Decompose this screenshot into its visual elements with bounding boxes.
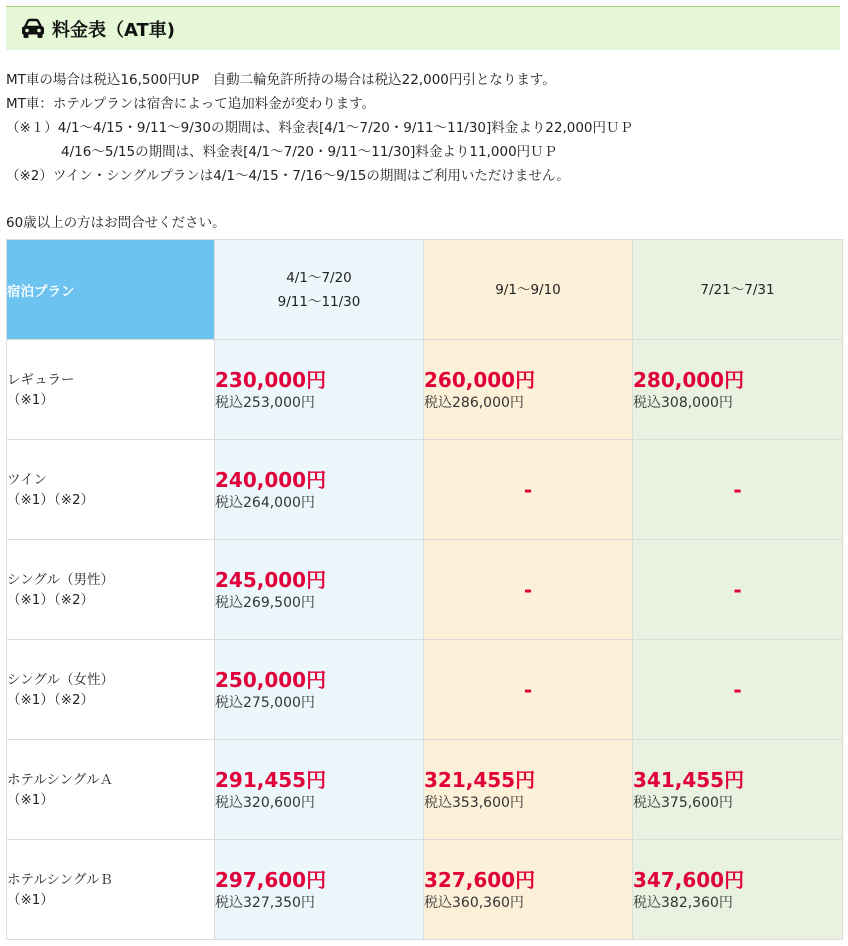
page-title: 料金表（AT車) [52, 19, 176, 41]
plan-cell [7, 840, 215, 940]
plan-name: ホテルシングルＡ [7, 771, 113, 788]
price-tax: 税込327,350円 [215, 894, 315, 911]
price-tax: 税込353,600円 [424, 794, 524, 811]
price-cell [633, 340, 843, 440]
price-value: 291,455円 [215, 767, 327, 792]
plan-note: （※1） [7, 391, 54, 408]
price-tax: 税込264,000円 [215, 494, 315, 511]
price-tax: 税込382,360円 [633, 894, 733, 911]
note-line: （※2）ツイン・シングルプランは4/1～4/15・7/16～9/15の期間はご利用いただけません。 [6, 168, 570, 184]
unavailable-cell: - [633, 540, 843, 640]
note-line: MT車：ホテルプランは宿舎によって追加料金が変わります。 [6, 96, 376, 112]
plan-name: レギュラー [7, 371, 75, 388]
note-line: （※１）4/1～4/15・9/11～9/30の期間は、料金表[4/1～7/20・9/11～11/30]料金より22,000円ＵＰ [6, 120, 634, 136]
price-cell [215, 840, 424, 940]
period-line: 7/21～7/31 [700, 281, 775, 298]
price-tax: 税込375,600円 [633, 794, 733, 811]
note-line: MT車の場合は税込16,500円UP 自動二輪免許所持の場合は税込22,000円引となります。 [6, 72, 556, 88]
price-value: 260,000円 [424, 367, 536, 392]
plan-cell [7, 340, 215, 440]
plan-name: ツイン [7, 471, 47, 488]
price-tax: 税込320,600円 [215, 794, 315, 811]
price-table [6, 239, 843, 940]
table-row [7, 640, 843, 740]
price-value: 250,000円 [215, 667, 327, 692]
plan-column-header: 宿泊プラン [7, 240, 215, 340]
plan-note: （※1）（※2） [7, 691, 95, 708]
plan-note: （※1） [7, 891, 54, 908]
plan-cell [7, 640, 215, 740]
table-row [7, 340, 843, 440]
unavailable-cell: - [424, 440, 633, 540]
age-note: 60歳以上の方はお問合せください。 [6, 215, 226, 231]
period-header [215, 240, 424, 340]
plan-name: シングル（男性） [7, 571, 114, 588]
unavailable-cell: - [633, 440, 843, 540]
price-cell [215, 440, 424, 540]
price-value: 347,600円 [633, 867, 745, 892]
table-row [7, 840, 843, 940]
price-value: 341,455円 [633, 767, 745, 792]
period-header [633, 240, 843, 340]
price-cell [215, 540, 424, 640]
table-header-row [7, 240, 843, 340]
unavailable-cell: - [424, 640, 633, 740]
price-value: 280,000円 [633, 367, 745, 392]
unavailable-cell: - [424, 540, 633, 640]
plan-name: ホテルシングルＢ [7, 871, 113, 888]
price-value: 230,000円 [215, 367, 327, 392]
price-cell [424, 340, 633, 440]
period-line: 9/1～9/10 [495, 281, 561, 298]
price-tax: 税込360,360円 [424, 894, 524, 911]
price-tax: 税込308,000円 [633, 394, 733, 411]
plan-note: （※1）（※2） [7, 491, 95, 508]
note-line: 4/16～5/15の期間は、料金表[4/1～7/20・9/11～11/30]料金より11,000円ＵＰ [61, 144, 558, 160]
table-row [7, 540, 843, 640]
plan-name: シングル（女性） [7, 671, 114, 688]
price-cell [633, 740, 843, 840]
table-row [7, 740, 843, 840]
price-cell [633, 840, 843, 940]
plan-note: （※1）（※2） [7, 591, 95, 608]
price-cell [215, 740, 424, 840]
plan-cell [7, 740, 215, 840]
plan-cell [7, 540, 215, 640]
period-header [424, 240, 633, 340]
table-row [7, 440, 843, 540]
section-header [6, 6, 840, 50]
plan-note: （※1） [7, 791, 54, 808]
notes-block [6, 68, 842, 188]
price-tax: 税込269,500円 [215, 594, 315, 611]
plan-cell [7, 440, 215, 540]
price-tax: 税込286,000円 [424, 394, 524, 411]
price-tax: 税込275,000円 [215, 694, 315, 711]
period-line: 4/1～7/20 [286, 269, 352, 286]
price-cell [424, 740, 633, 840]
price-value: 245,000円 [215, 567, 327, 592]
price-cell [215, 340, 424, 440]
period-line: 9/11～11/30 [277, 293, 361, 310]
price-value: 327,600円 [424, 867, 536, 892]
price-value: 297,600円 [215, 867, 327, 892]
price-cell [424, 840, 633, 940]
price-value: 321,455円 [424, 767, 536, 792]
price-tax: 税込253,000円 [215, 394, 315, 411]
unavailable-cell: - [633, 640, 843, 740]
car-icon [20, 18, 46, 40]
price-cell [215, 640, 424, 740]
price-value: 240,000円 [215, 467, 327, 492]
